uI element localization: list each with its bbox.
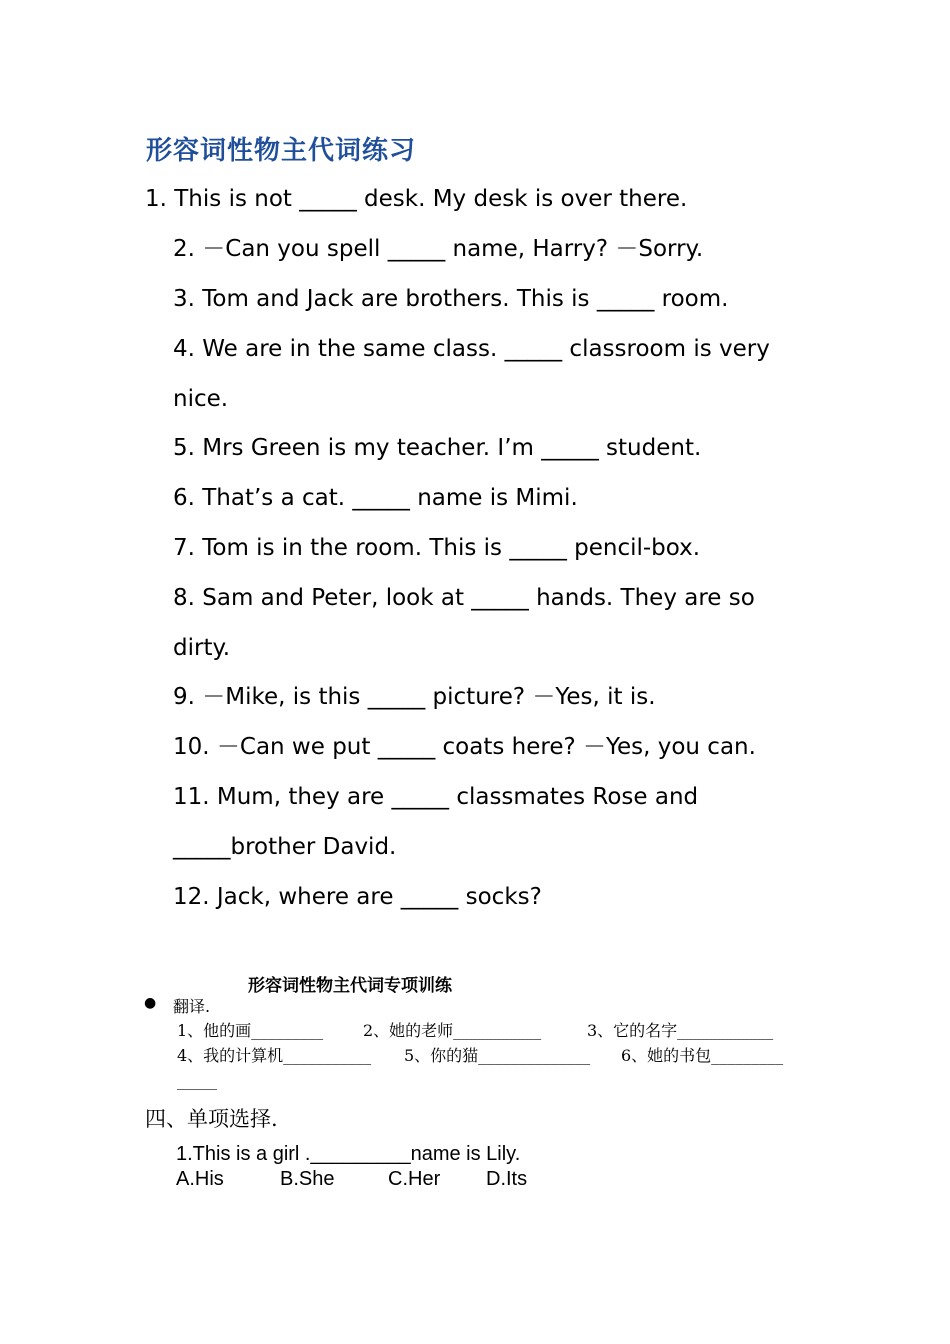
bullet-icon: ● (144, 995, 157, 1011)
translate-row-1 (177, 1019, 773, 1043)
question-4: 4. We are in the same class. _____ classroom is very (173, 336, 770, 362)
translate-row-3: _____ (177, 1071, 217, 1090)
question-3: 3. Tom and Jack are brothers. This is _____ room. (173, 286, 729, 312)
question-1: 1. This is not _____ desk. My desk is over there. (145, 186, 688, 212)
question-4-continued: nice. (173, 386, 229, 412)
translate-item-4: 4、我的计算机___________ (177, 1046, 372, 1065)
option-b: B.She (280, 1168, 335, 1190)
translate-item-2: 2、她的老师___________ (363, 1021, 542, 1040)
translate-label: 翻译. (173, 997, 211, 1016)
question-9: 9. －Mike, is this _____ picture? －Yes, it is. (173, 684, 656, 710)
translate-item-1: 1、他的画_________ (177, 1021, 324, 1040)
question-7: 7. Tom is in the room. This is _____ pencil-box. (173, 535, 701, 561)
question-2: 2. －Can you spell _____ name, Harry? －Sorry. (173, 236, 704, 262)
translate-item-3: 3、它的名字____________ (587, 1021, 774, 1040)
translate-row-2 (177, 1044, 783, 1068)
translate-item-6: 6、她的书包_________ (621, 1046, 784, 1065)
question-5: 5. Mrs Green is my teacher. I’m _____ student. (173, 435, 702, 461)
question-12: 12. Jack, where are _____ socks? (173, 884, 542, 910)
section-4-heading: 四、单项选择. (145, 1107, 278, 1131)
page-title: 形容词性物主代词练习 (146, 136, 417, 166)
choice-question-1: 1.This is a girl ._________name is Lily. (176, 1143, 521, 1165)
translate-item-5: 5、你的猫______________ (404, 1046, 591, 1065)
section-subtitle: 形容词性物主代词专项训练 (248, 976, 452, 996)
question-8-continued: dirty. (173, 635, 231, 661)
option-c: C.Her (388, 1168, 441, 1190)
choice-options (176, 1168, 527, 1191)
option-d: D.Its (486, 1168, 528, 1190)
question-11: 11. Mum, they are _____ classmates Rose and (173, 784, 699, 810)
option-a: A.His (176, 1168, 224, 1190)
question-8: 8. Sam and Peter, look at _____ hands. They are so (173, 585, 755, 611)
question-11-continued: _____brother David. (173, 834, 397, 860)
question-10: 10. －Can we put _____ coats here? －Yes, you can. (173, 734, 756, 760)
question-6: 6. That’s a cat. _____ name is Mimi. (173, 485, 578, 511)
